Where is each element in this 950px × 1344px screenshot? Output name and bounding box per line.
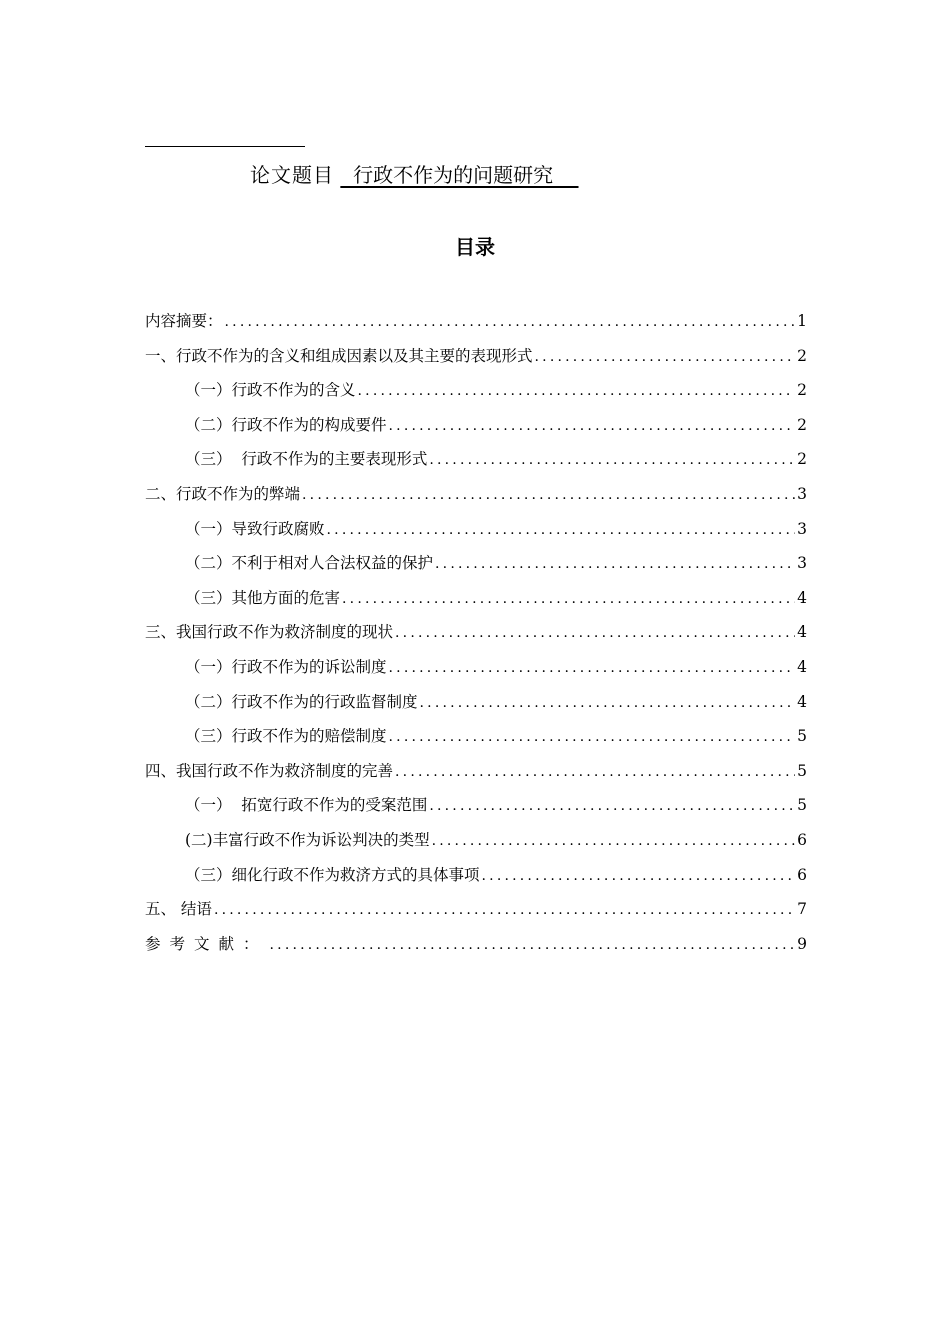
toc-entry[interactable] bbox=[145, 719, 807, 754]
table-of-contents bbox=[145, 304, 807, 961]
toc-page-number: 4 bbox=[797, 623, 807, 642]
toc-entry[interactable] bbox=[145, 615, 807, 650]
toc-entry[interactable] bbox=[145, 373, 807, 408]
toc-entry[interactable] bbox=[145, 892, 807, 927]
toc-entry[interactable] bbox=[145, 581, 807, 616]
toc-leader-dots bbox=[300, 478, 795, 513]
toc-entry-text: （三）其他方面的危害 bbox=[185, 588, 341, 607]
toc-page-number: 3 bbox=[797, 484, 807, 503]
toc-leader-dots bbox=[393, 616, 795, 651]
toc-entry[interactable] bbox=[145, 442, 807, 477]
toc-page-number: 5 bbox=[797, 727, 807, 746]
toc-leader-dots bbox=[223, 305, 796, 340]
toc-leader-dots bbox=[393, 755, 795, 790]
thesis-title-line bbox=[250, 160, 579, 190]
top-rule bbox=[145, 146, 305, 147]
toc-leader-dots bbox=[533, 340, 796, 375]
toc-leader-dots bbox=[433, 547, 795, 582]
toc-entry[interactable] bbox=[145, 823, 807, 858]
toc-entry-text: （二）行政不作为的构成要件 bbox=[185, 415, 387, 434]
toc-entry[interactable] bbox=[145, 788, 807, 823]
toc-entry-text: （一）导致行政腐败 bbox=[185, 519, 325, 538]
toc-page-number: 5 bbox=[797, 796, 807, 815]
toc-entry[interactable] bbox=[145, 304, 807, 339]
toc-leader-dots bbox=[427, 789, 795, 824]
toc-heading: 目录 bbox=[455, 235, 495, 259]
toc-page-number: 1 bbox=[797, 312, 807, 330]
toc-entry-text: 参考文献： bbox=[145, 934, 268, 953]
toc-entry[interactable] bbox=[145, 650, 807, 685]
toc-entry-text: 五、 结语 bbox=[145, 900, 212, 919]
toc-page-number: 2 bbox=[797, 450, 807, 469]
toc-page-number: 6 bbox=[797, 865, 807, 884]
toc-entry-text: （三）细化行政不作为救济方式的具体事项 bbox=[185, 865, 480, 884]
toc-page-number: 2 bbox=[797, 346, 807, 365]
toc-entry-text: （二）不利于相对人合法权益的保护 bbox=[185, 554, 434, 573]
toc-leader-dots bbox=[387, 409, 796, 444]
toc-page-number: 9 bbox=[797, 934, 807, 953]
toc-leader-dots bbox=[427, 443, 795, 478]
thesis-title-label: 论文题目 bbox=[250, 163, 334, 187]
toc-leader-dots bbox=[387, 720, 796, 755]
toc-leader-dots bbox=[387, 651, 796, 686]
toc-entry[interactable] bbox=[145, 685, 807, 720]
toc-leader-dots bbox=[356, 374, 796, 409]
toc-page-number: 4 bbox=[797, 692, 807, 711]
toc-entry-text: 二、行政不作为的弊端 bbox=[145, 484, 301, 503]
toc-entry-text: （一）行政不作为的含义 bbox=[185, 381, 356, 400]
toc-leader-dots bbox=[430, 824, 796, 859]
toc-entry-text: （二）行政不作为的行政监督制度 bbox=[185, 692, 418, 711]
toc-page-number: 3 bbox=[797, 519, 807, 538]
toc-entry[interactable] bbox=[145, 408, 807, 443]
toc-page-number: 4 bbox=[797, 588, 807, 607]
toc-leader-dots bbox=[480, 859, 796, 894]
toc-entry[interactable] bbox=[145, 512, 807, 547]
toc-entry[interactable] bbox=[145, 754, 807, 789]
toc-page-number: 4 bbox=[797, 657, 807, 676]
toc-entry-text: (二)丰富行政不作为诉讼判决的类型 bbox=[185, 830, 430, 849]
toc-entry-text: 三、我国行政不作为救济制度的现状 bbox=[145, 623, 394, 642]
toc-entry[interactable] bbox=[145, 339, 807, 374]
toc-entry-text: 内容摘要： bbox=[145, 312, 223, 330]
toc-leader-dots bbox=[325, 513, 796, 548]
toc-page-number: 6 bbox=[797, 830, 807, 849]
toc-page-number: 2 bbox=[797, 381, 807, 400]
toc-entry[interactable] bbox=[145, 927, 807, 962]
toc-entry-text: 四、我国行政不作为救济制度的完善 bbox=[145, 761, 394, 780]
toc-entry-text: （三）行政不作为的赔偿制度 bbox=[185, 727, 387, 746]
toc-leader-dots bbox=[418, 686, 796, 721]
toc-entry-text: （一） 拓宽行政不作为的受案范围 bbox=[185, 796, 428, 815]
toc-leader-dots bbox=[212, 893, 795, 928]
toc-page-number: 2 bbox=[797, 415, 807, 434]
toc-entry-text: （一）行政不作为的诉讼制度 bbox=[185, 657, 387, 676]
toc-page-number: 3 bbox=[797, 554, 807, 573]
toc-entry-text: 一、行政不作为的含义和组成因素以及其主要的表现形式 bbox=[145, 346, 533, 365]
thesis-title-value: 行政不作为的问题研究 bbox=[340, 163, 579, 187]
toc-entry[interactable] bbox=[145, 858, 807, 893]
toc-entry-text: （三） 行政不作为的主要表现形式 bbox=[185, 450, 428, 469]
toc-entry[interactable] bbox=[145, 477, 807, 512]
toc-leader-dots bbox=[268, 928, 796, 963]
toc-entry[interactable] bbox=[145, 546, 807, 581]
toc-page-number: 7 bbox=[797, 900, 807, 919]
toc-page-number: 5 bbox=[797, 761, 807, 780]
toc-leader-dots bbox=[340, 582, 795, 617]
